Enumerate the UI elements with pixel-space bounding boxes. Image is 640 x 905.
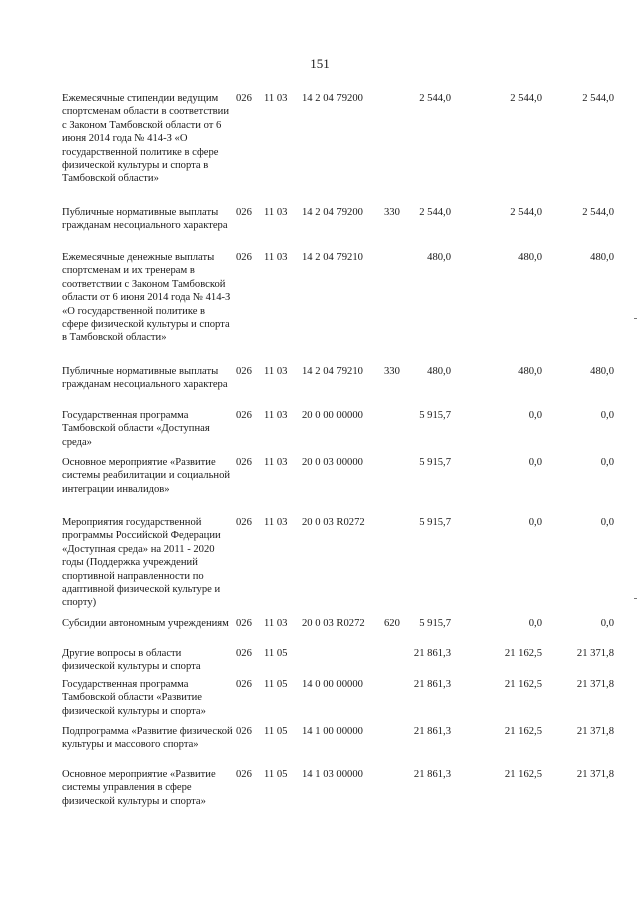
row-value-3: 2 544,0 [582, 93, 614, 104]
row-value-2: 480,0 [518, 252, 542, 263]
row-cs: 14 2 04 79210 [302, 366, 363, 377]
row-value-1: 21 861,3 [413, 648, 451, 659]
row-name: Основное мероприятие «Развитие системы реабилитации и социальной интеграции инвалидов» [62, 457, 231, 495]
row-value-2: 2 544,0 [510, 207, 542, 218]
row-value-2: 480,0 [518, 366, 542, 377]
row-value-1: 5 915,7 [419, 618, 451, 629]
row-ved: 026 [236, 769, 252, 780]
row-razd: 11 03 [264, 618, 288, 629]
row-vr: 330 [384, 366, 400, 377]
row-vr: 330 [384, 207, 400, 218]
row-value-2: 21 162,5 [504, 679, 542, 690]
row-ved: 026 [236, 207, 252, 218]
row-value-2: 21 162,5 [504, 726, 542, 737]
row-cs: 20 0 00 00000 [302, 410, 363, 421]
row-value-3: 21 371,8 [576, 769, 614, 780]
row-razd: 11 03 [264, 93, 288, 104]
row-value-1: 5 915,7 [419, 410, 451, 421]
row-cs: 14 2 04 79200 [302, 207, 363, 218]
row-cs: 14 1 03 00000 [302, 769, 363, 780]
row-value-1: 5 915,7 [419, 517, 451, 528]
row-value-1: 21 861,3 [413, 726, 451, 737]
row-name: Ежемесячные стипендии ведущим спортсменам области в соответствии с Законом Тамбовской области от 6 июня 2014 года № 414-З «О государственной политике в сфере физической культуры и спорта в Тамбовской области» [62, 93, 229, 185]
row-ved: 026 [236, 517, 252, 528]
row-name: Субсидии автономным учреждениям [62, 618, 229, 629]
row-value-1: 480,0 [427, 252, 451, 263]
row-name: Ежемесячные денежные выплаты спортсменам и их тренерам в соответствии с Законом Тамбовской области от 6 июня 2014 года № 414-З «О государственной политике в сфере физической культуры и спорта в Тамбовской области» [62, 252, 231, 344]
row-value-2: 21 162,5 [504, 769, 542, 780]
row-value-2: 21 162,5 [504, 648, 542, 659]
row-razd: 11 03 [264, 410, 288, 421]
row-name: Публичные нормативные выплаты гражданам несоциального характера [62, 366, 228, 391]
row-cs: 20 0 03 R0272 [302, 618, 365, 629]
row-cs: 14 0 00 00000 [302, 679, 363, 690]
row-cs: 14 1 00 00000 [302, 726, 363, 737]
row-ved: 026 [236, 93, 252, 104]
row-ved: 026 [236, 410, 252, 421]
page-number: 151 [310, 56, 330, 71]
row-value-1: 21 861,3 [413, 679, 451, 690]
row-ved: 026 [236, 366, 252, 377]
row-value-2: 0,0 [528, 410, 542, 421]
row-value-3: 0,0 [600, 618, 614, 629]
row-value-3: 21 371,8 [576, 648, 614, 659]
row-value-3: 21 371,8 [576, 679, 614, 690]
row-ved: 026 [236, 457, 252, 468]
row-value-2: 0,0 [528, 457, 542, 468]
scan-mark [634, 598, 637, 599]
row-cs: 14 2 04 79200 [302, 93, 363, 104]
row-ved: 026 [236, 252, 252, 263]
row-value-1: 2 544,0 [419, 93, 451, 104]
row-value-1: 480,0 [427, 366, 451, 377]
row-ved: 026 [236, 648, 252, 659]
row-cs: 20 0 03 00000 [302, 457, 363, 468]
row-razd: 11 03 [264, 366, 288, 377]
row-name: Государственная программа Тамбовской области «Развитие физической культуры и спорта» [62, 679, 206, 717]
row-value-3: 480,0 [590, 252, 614, 263]
row-name: Подпрограмма «Развитие физической культуры и массового спорта» [62, 726, 233, 751]
row-value-1: 5 915,7 [419, 457, 451, 468]
row-cs: 14 2 04 79210 [302, 252, 363, 263]
row-value-3: 21 371,8 [576, 726, 614, 737]
row-value-2: 0,0 [528, 517, 542, 528]
row-value-3: 2 544,0 [582, 207, 614, 218]
row-ved: 026 [236, 618, 252, 629]
row-razd: 11 05 [264, 679, 288, 690]
row-value-3: 0,0 [600, 410, 614, 421]
row-value-1: 21 861,3 [413, 769, 451, 780]
row-name: Публичные нормативные выплаты гражданам несоциального характера [62, 207, 228, 232]
row-value-2: 2 544,0 [510, 93, 542, 104]
row-razd: 11 03 [264, 457, 288, 468]
row-razd: 11 03 [264, 207, 288, 218]
row-razd: 11 03 [264, 517, 288, 528]
row-name: Мероприятия государственной программы Российской Федерации «Доступная среда» на 2011 - 2020 годы (Поддержка учреждений спортивной направленности по адаптивной физической культуре и спорту) [62, 517, 221, 609]
row-name: Государственная программа Тамбовской области «Доступная среда» [62, 410, 210, 448]
row-vr: 620 [384, 618, 400, 629]
row-value-3: 0,0 [600, 457, 614, 468]
row-name: Основное мероприятие «Развитие системы управления в сфере физической культуры и спорта» [62, 769, 216, 807]
row-value-1: 2 544,0 [419, 207, 451, 218]
row-razd: 11 05 [264, 726, 288, 737]
row-razd: 11 03 [264, 252, 288, 263]
row-ved: 026 [236, 726, 252, 737]
row-razd: 11 05 [264, 769, 288, 780]
row-value-3: 480,0 [590, 366, 614, 377]
scan-mark [634, 318, 637, 319]
row-cs: 20 0 03 R0272 [302, 517, 365, 528]
row-ved: 026 [236, 679, 252, 690]
row-value-3: 0,0 [600, 517, 614, 528]
row-name: Другие вопросы в области физической культуры и спорта [62, 648, 201, 673]
row-razd: 11 05 [264, 648, 288, 659]
row-value-2: 0,0 [528, 618, 542, 629]
